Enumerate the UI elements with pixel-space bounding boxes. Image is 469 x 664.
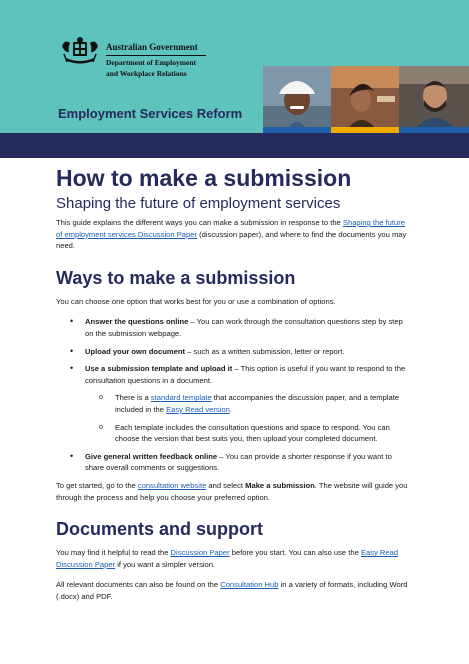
docs-text: if you want a simpler version.	[115, 559, 216, 569]
ways-heading: Ways to make a submission	[56, 267, 296, 288]
docs-text: in a variety of formats, including Word (.docx) and PDF.	[56, 580, 408, 601]
photo-worker-hardhat	[263, 66, 331, 133]
document-body	[56, 163, 412, 602]
header-navy-bar	[0, 133, 469, 158]
sub-text: There is a	[115, 393, 151, 403]
worker-kitchen-image	[331, 66, 399, 133]
page-subtitle: Shaping the future of employment services	[56, 195, 341, 212]
header-photos	[263, 66, 469, 133]
photo-worker-beard	[399, 66, 469, 133]
list-item	[70, 316, 412, 339]
option-upload-label: Upload your own document	[85, 346, 185, 356]
photo-worker-kitchen	[331, 66, 399, 133]
coat-of-arms-icon	[58, 36, 102, 68]
photo-strip-yellow	[331, 127, 399, 133]
worker-beard-image	[399, 66, 469, 133]
get-started-paragraph	[56, 480, 412, 503]
docs-text: before you start. You can also use the	[229, 548, 361, 558]
option-template-label: Use a submission template and upload it	[85, 364, 233, 374]
option-online-text: – You can work through the consultation questions step by step on the submission webpage.	[85, 317, 403, 338]
make-submission-label: Make a submission	[245, 480, 315, 490]
worker-hardhat-image	[263, 66, 331, 133]
start-text: and select	[206, 480, 246, 490]
documents-heading: Documents and support	[56, 519, 264, 540]
discussion-paper-link[interactable]: Shaping the future of employment services Discussion Paper	[56, 218, 405, 239]
standard-template-link[interactable]: standard template	[150, 393, 212, 403]
option-feedback-label: Give general written feedback online	[85, 451, 218, 461]
intro-text-post: (discussion paper), and where to find the documents you may need.	[56, 229, 407, 251]
ways-intro: You can choose one option that works best for you or use a combination of options.	[56, 296, 336, 306]
option-template-text: – This option is useful if you want to respond to the consultation questions in a document.	[85, 364, 406, 385]
easy-read-discussion-paper-link[interactable]: Easy Read Discussion Paper	[56, 548, 399, 569]
photo-strip-blue	[263, 127, 331, 133]
list-item	[70, 363, 412, 445]
docs-text: All relevant documents can also be found on the	[56, 580, 221, 590]
dept-line-1: Department of Employment	[106, 58, 196, 67]
government-logo-text	[106, 42, 206, 78]
reform-title: Employment Services Reform	[58, 106, 243, 121]
docs-text: You may find it helpful to read the	[56, 548, 171, 558]
sub-text: that accompanies the discussion paper, and a template included in the	[115, 393, 400, 414]
intro-text-pre: This guide explains the different ways you can make a submission in response to the	[56, 218, 343, 227]
option-online-label: Answer the questions online	[85, 317, 189, 327]
discussion-paper-link-2[interactable]: Discussion Paper	[170, 548, 230, 558]
options-list	[70, 316, 412, 474]
list-item: o Each template includes the consultation questions and space to respond. You can choose the version that best suits you, then upload your completed document.	[99, 422, 412, 445]
sub-text: .	[229, 404, 232, 414]
gov-title: Australian Government	[106, 42, 206, 56]
intro-paragraph	[56, 217, 412, 252]
option-feedback-text: – You can provide a shorter response if you want to share overall comments or suggestions.	[85, 451, 392, 473]
template-sublist	[99, 392, 412, 444]
documents-paragraph-1	[56, 547, 412, 570]
documents-paragraph-2	[56, 579, 412, 602]
list-item	[70, 346, 412, 358]
start-text: To get started, go to the	[56, 480, 138, 490]
dept-line-2: and Workplace Relations	[106, 69, 187, 78]
list-item	[70, 451, 412, 474]
page-title: How to make a submission	[56, 165, 352, 191]
easy-read-version-link[interactable]: Easy Read version	[166, 404, 230, 414]
option-upload-text: – such as a written submission, letter or report.	[184, 346, 345, 356]
start-text: . The website will guide you through the process and help you choose your preferred option.	[56, 480, 408, 502]
consultation-website-link[interactable]: consultation website	[137, 480, 207, 490]
list-item	[99, 392, 412, 415]
consultation-hub-link[interactable]: Consultation Hub	[220, 580, 279, 590]
photo-strip-blue-2	[399, 127, 469, 133]
